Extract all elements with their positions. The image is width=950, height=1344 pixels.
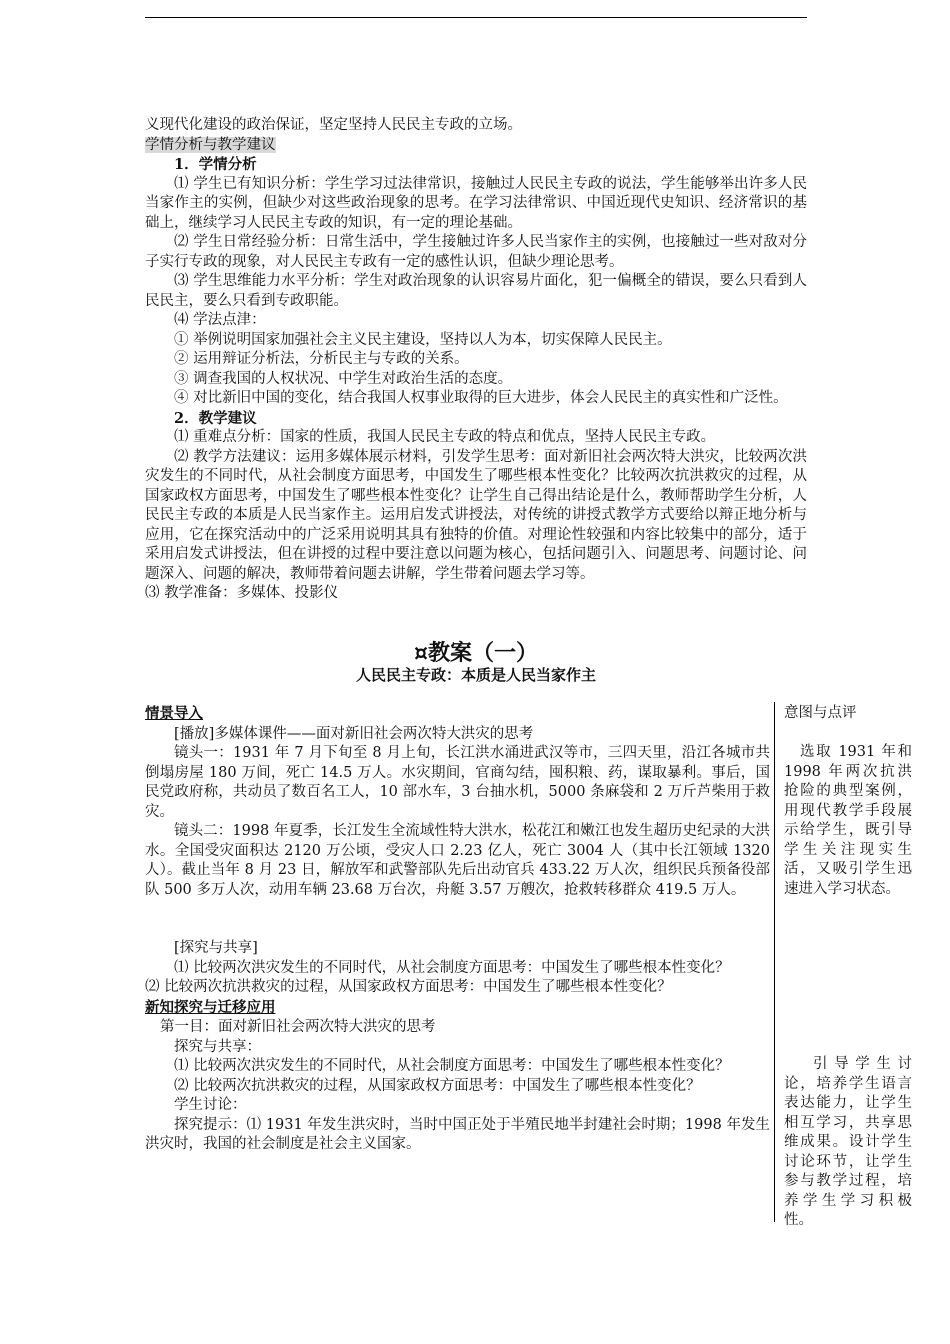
method-item: ① 举例说明国家加强社会主义民主建设，坚持以人为本，切实保障人民民主。 bbox=[174, 331, 672, 348]
question: ⑵ 比较两次抗洪救灾的过程，从国家政权方面思考：中国发生了哪些根本性变化？ bbox=[174, 1077, 701, 1094]
paragraph: [播放]多媒体课件——面对新旧社会两次特大洪灾的思考 bbox=[174, 725, 534, 742]
question: ⑵ 比较两次抗洪救灾的过程，从国家政权方面思考：中国发生了哪些根本性变化？ bbox=[145, 979, 672, 995]
lesson-subtitle: 人民民主专政：本质是人民当家作主 bbox=[355, 666, 596, 684]
section-heading: 学情分析与教学建议 bbox=[145, 136, 276, 153]
column-divider bbox=[774, 702, 775, 1222]
intro-heading: 情景导入 bbox=[145, 705, 203, 722]
method-item: ③ 调查我国的人权状况、中学生对政治生活的态度。 bbox=[174, 370, 513, 387]
paragraph: 镜头二：1998 年夏季，长江发生全流域性特大洪水，松花江和嫩江也发生超历史纪录的大洪水。全国受灾面积达 2120 万公顷，受灾人口 2.23 亿人，死亡 3004 人（其中长江领域 1320 人）。截止当年 8 月 23 日，解放军和武警部队先后出动官兵 433.22 万人次，组织民兵预备役部队 500 多万人次，动用车辆 23.68 万台次，舟艇 3.57 万艘次，抢救转移群众 419.5 万人。 bbox=[145, 823, 770, 898]
paragraph: 镜头一：1931 年 7 月下旬至 8 月上旬，长江洪水涌进武汉等市，三四天里，沿江各城市共倒塌房屋 180 万间，死亡 14.5 万人。水灾期间，官商勾结，囤积粮、药，谋取暴利。事后，国民党政府称，共动员了数百名工人，10 部水车，3 台抽水机，5000 条麻袋和 2 万斤芦柴用于救灾。 bbox=[145, 745, 770, 820]
side-note: 引导学生讨论，培养学生语言表达能力，让学生相互学习，共享思维成果。设计学生讨论环节，让学生参与教学过程，培养学生学习积极性。 bbox=[784, 1056, 912, 1228]
paragraph: ⑶ 学生思维能力水平分析：学生对政治现象的认识容易片面化，犯一偏概全的错误，要么只看到人民民主，要么只看到专政职能。 bbox=[145, 273, 807, 309]
question: ⑴ 比较两次洪灾发生的不同时代，从社会制度方面思考：中国发生了哪些根本性变化？ bbox=[174, 1058, 730, 1074]
paragraph: 探究提示：⑴ 1931 年发生洪灾时，当时中国正处于半殖民地半封建社会时期；1998 年发生洪灾时，我国的社会制度是社会主义国家。 bbox=[145, 1116, 770, 1152]
analysis-section bbox=[145, 116, 807, 604]
lesson-title: ¤教案（一） bbox=[414, 640, 538, 666]
paragraph: 第一目：面对新旧社会两次特大洪灾的思考 bbox=[160, 1019, 436, 1035]
paragraph: 探究与共享： bbox=[174, 1038, 261, 1055]
method-item: ④ 对比新旧中国的变化，结合我国人权事业取得的巨大进步，体会人民民主的真实性和广泛性。 bbox=[174, 390, 788, 406]
subheading-analysis: 1．学情分析 bbox=[174, 156, 257, 173]
side-note: 选取 1931 年和 1998 年两次抗洪抢险的典型案例，用现代教学手段展示给学生，既引导学生关注现实生活，又吸引学生迅速进入学习状态。 bbox=[784, 744, 912, 897]
continued-text: 义现代化建设的政治保证，坚定坚持人民民主专政的立场。 bbox=[145, 117, 522, 133]
paragraph: ⑷ 学法点津： bbox=[174, 312, 266, 328]
paragraph: ⑵ 教学方法建议：运用多媒体展示材料，引发学生思考：面对新旧社会两次特大洪灾，比较两次洪灾发生的不同时代，从社会制度方面思考，中国发生了哪些根本性变化？比较两次抗洪救灾的过程，从国家政权方面思考，中国发生了哪些根本性变化？让学生自己得出结论是什么，教师帮助学生分析，人民民主专政的本质是人民当家作主。运用启发式讲授法，对传统的讲授式教学方式要给以辩正地分析与应用，它在探究活动中的广泛采用说明其具有独特的价值。对理论性较强和内容比较集中的部分，适于采用启发式讲授法，但在讲授的过程中要注意以问题为核心，包括问题引入、问题思考、问题讨论、问题深入、问题的解决，教师带着问题去讲解，学生带着问题去学习等。 bbox=[145, 448, 807, 582]
method-item: ② 运用辩证分析法，分析民主与专政的关系。 bbox=[174, 351, 469, 367]
side-header: 意图与点评 bbox=[784, 705, 857, 721]
paragraph: ⑵ 学生日常经验分析：日常生活中，学生接触过许多人民当家作主的实例，也接触过一些对敌对分子实行专政的现象，对人民民主专政有一定的感性认识，但缺少理论思考。 bbox=[145, 234, 807, 270]
header-rule bbox=[145, 17, 807, 18]
paragraph: ⑶ 教学准备：多媒体、投影仪 bbox=[145, 585, 339, 601]
paragraph: 学生讨论： bbox=[174, 1097, 247, 1113]
new-knowledge-heading: 新知探究与迁移应用 bbox=[145, 998, 276, 1016]
question: ⑴ 比较两次洪灾发生的不同时代，从社会制度方面思考：中国发生了哪些根本性变化？ bbox=[174, 959, 730, 976]
spacer bbox=[145, 900, 770, 939]
paragraph: ⑴ 重难点分析：国家的性质，我国人民民主专政的特点和优点，坚持人民民主专政。 bbox=[174, 429, 716, 445]
paragraph: ⑴ 学生已有知识分析：学生学习过法律常识，接触过人民民主专政的说法，学生能够举出许多人民当家作主的实例，但缺少对这些政治现象的思考。在学习法律常识、中国近现代史知识、经济常识的基础上，继续学习人民民主专政的知识，有一定的理论基础。 bbox=[145, 175, 807, 231]
paragraph: [探究与共享] bbox=[174, 940, 258, 956]
lesson-main-column bbox=[145, 704, 770, 1155]
subheading-suggestions: 2．教学建议 bbox=[174, 409, 257, 427]
